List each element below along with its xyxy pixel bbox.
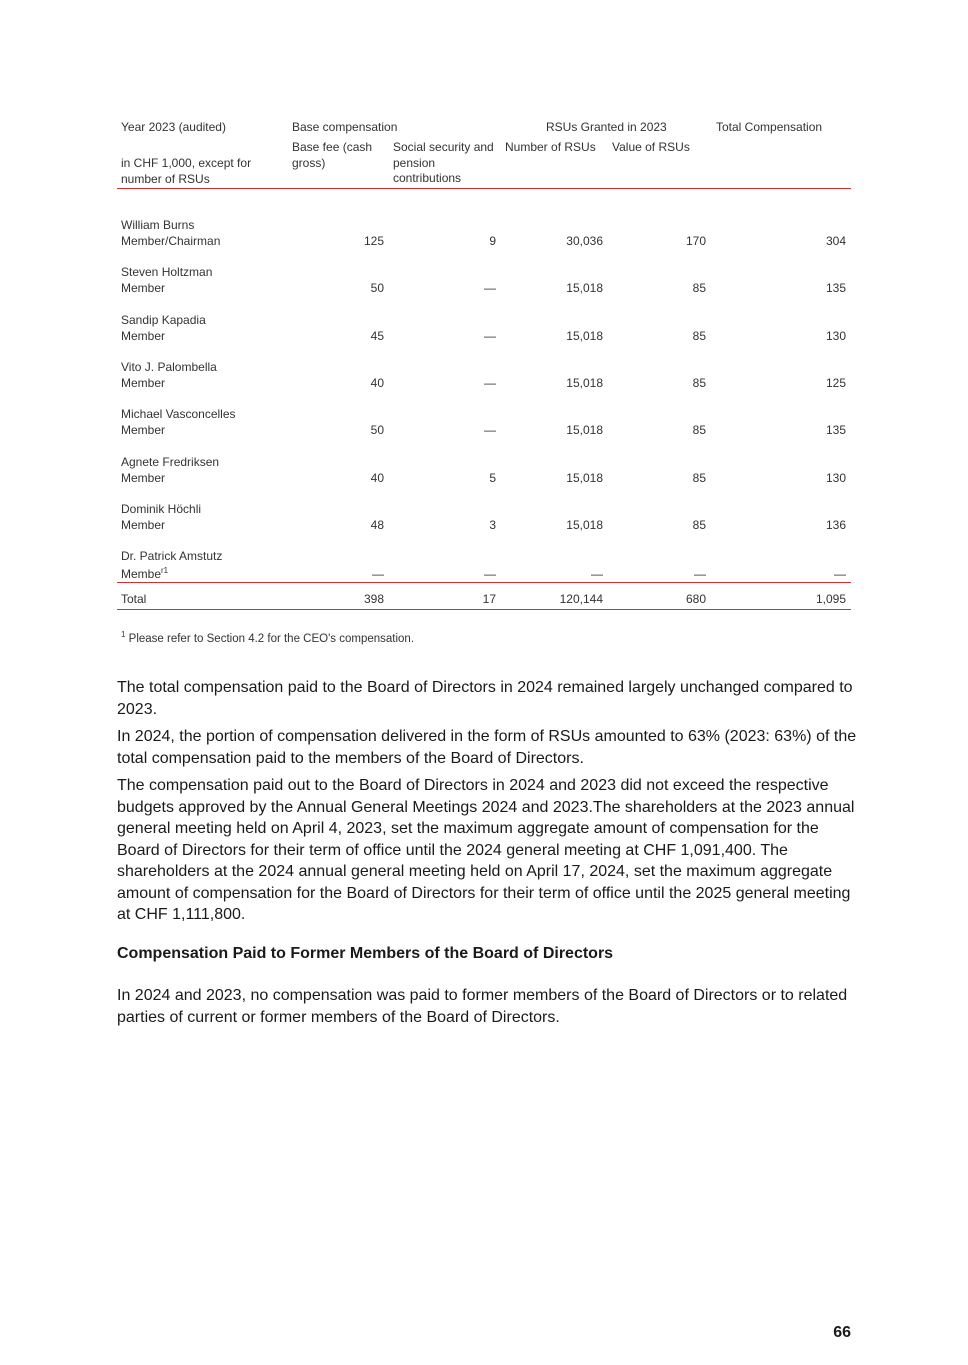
paragraph-3: The compensation paid out to the Board of Directors in 2024 and 2023 did not exceed the respective budgets approved by the Annual General Meetings 2024 and 2023.The shareholders at the 2023 annual general meeting held on April 4, 2023, set the maximum aggregate amount of compensation for the Board of Directors for their term of office until the 2024 general meeting at CHF 1,091,400. The shareholders at the 2024 annual general meeting held on April 17, 2024, set the maximum aggregate amount of compensation for the Board of Directors for their term of office until the 2025 general meeting at CHF 1,111,800. xyxy=(117,777,855,923)
member-role: Member xyxy=(121,517,166,532)
unit-label: in CHF 1,000, except for number of RSUs xyxy=(121,156,252,186)
cell-total: 125 xyxy=(825,375,846,390)
cell-base-fee: 50 xyxy=(370,423,384,438)
year-label: Year 2023 (audited) xyxy=(121,120,226,134)
cell-total: — xyxy=(834,567,846,582)
member-role: Member xyxy=(121,375,166,390)
cell-base-fee: 40 xyxy=(370,375,384,390)
member-name: Vito J. Palombella xyxy=(121,359,217,374)
cell-value-rsus: 85 xyxy=(692,423,706,438)
cell-base-fee: 50 xyxy=(370,281,384,296)
page-number: 66 xyxy=(833,1324,851,1341)
cell-value-rsus: 170 xyxy=(685,234,706,248)
group-total-compensation: Total Compensation xyxy=(716,120,823,134)
member-name: Dominik Höchli xyxy=(121,501,202,516)
cell-num-rsus: 15,018 xyxy=(566,328,603,343)
cell-base-fee: 40 xyxy=(370,470,384,485)
paragraph-1: The total compensation paid to the Board of Directors in 2024 remained largely unchanged compared to 2023. xyxy=(117,679,853,718)
cell-base-fee: 45 xyxy=(370,328,384,343)
member-role: Member xyxy=(121,281,166,296)
col-social-security: Social security and pension contributions xyxy=(393,140,494,185)
col-base-fee: Base fee (cash gross) xyxy=(292,140,373,170)
cell-num-rsus: 15,018 xyxy=(566,517,603,532)
cell-value-rsus: 85 xyxy=(692,328,706,343)
cell-value-rsus: 85 xyxy=(692,517,706,532)
cell-social: 5 xyxy=(489,470,496,485)
cell-value-rsus: 85 xyxy=(692,470,706,485)
total-value-rsus: 680 xyxy=(685,592,706,606)
member-role xyxy=(121,567,168,583)
member-role-text: Membe xyxy=(121,567,162,582)
total-label: Total xyxy=(121,592,147,606)
cell-total: 130 xyxy=(825,470,846,485)
cell-num-rsus: 15,018 xyxy=(566,375,603,390)
cell-num-rsus: — xyxy=(591,567,603,582)
total-total: 1,095 xyxy=(815,592,846,606)
cell-social: 9 xyxy=(489,234,496,248)
footnote-text: Please refer to Section 4.2 for the CEO's compensation. xyxy=(128,633,415,645)
paragraph-4: In 2024 and 2023, no compensation was paid to former members of the Board of Directors or to related parties of current or former members of the Board of Directors. xyxy=(117,987,848,1026)
total-social: 17 xyxy=(482,592,496,606)
member-name: Michael Vasconcelles xyxy=(121,407,236,422)
cell-value-rsus: — xyxy=(694,567,706,582)
cell-social: — xyxy=(484,567,496,582)
paragraph-2: In 2024, the portion of compensation delivered in the form of RSUs amounted to 63% (2023: 63%) of the total compensation paid to the members of the Board of Directors. xyxy=(117,728,857,767)
footnote-marker: 1 xyxy=(121,630,126,640)
cell-total: 130 xyxy=(825,328,846,343)
member-name: Sandip Kapadia xyxy=(121,312,206,327)
cell-base-fee: 125 xyxy=(363,234,384,248)
cell-social: 3 xyxy=(489,517,496,532)
cell-social: — xyxy=(484,423,496,438)
cell-total: 304 xyxy=(825,234,846,248)
total-rule-bottom xyxy=(117,609,851,610)
cell-base-fee: — xyxy=(372,567,384,582)
group-rsus-granted: RSUs Granted in 2023 xyxy=(546,120,667,134)
total-rule-top xyxy=(117,582,851,583)
cell-total: 136 xyxy=(825,517,846,532)
member-name: Dr. Patrick Amstutz xyxy=(121,549,223,564)
cell-base-fee: 48 xyxy=(370,517,384,532)
header-rule xyxy=(117,188,851,189)
cell-total: 135 xyxy=(825,423,846,438)
member-role: Member xyxy=(121,470,166,485)
member-role: Member xyxy=(121,423,166,438)
cell-social: — xyxy=(484,281,496,296)
member-role: Member xyxy=(121,328,166,343)
cell-social: — xyxy=(484,375,496,390)
total-base-fee: 398 xyxy=(363,592,384,606)
cell-num-rsus: 15,018 xyxy=(566,281,603,296)
total-num-rsus: 120,144 xyxy=(559,592,603,606)
cell-total: 135 xyxy=(825,281,846,296)
cell-value-rsus: 85 xyxy=(692,281,706,296)
member-role: Member/Chairman xyxy=(121,234,221,248)
col-number-of-rsus: Number of RSUs xyxy=(505,140,596,154)
member-name: Agnete Fredriksen xyxy=(121,454,220,469)
cell-num-rsus: 15,018 xyxy=(566,423,603,438)
group-base-compensation: Base compensation xyxy=(292,120,398,134)
col-value-of-rsus: Value of RSUs xyxy=(612,140,690,154)
cell-num-rsus: 15,018 xyxy=(566,470,603,485)
table-footnote xyxy=(121,630,415,645)
footnote-ref: r1 xyxy=(161,566,169,576)
member-name: William Burns xyxy=(121,218,195,232)
cell-value-rsus: 85 xyxy=(692,375,706,390)
member-name: Steven Holtzman xyxy=(121,265,213,280)
section-heading: Compensation Paid to Former Members of the Board of Directors xyxy=(117,945,614,962)
cell-num-rsus: 30,036 xyxy=(566,234,603,248)
cell-social: — xyxy=(484,328,496,343)
